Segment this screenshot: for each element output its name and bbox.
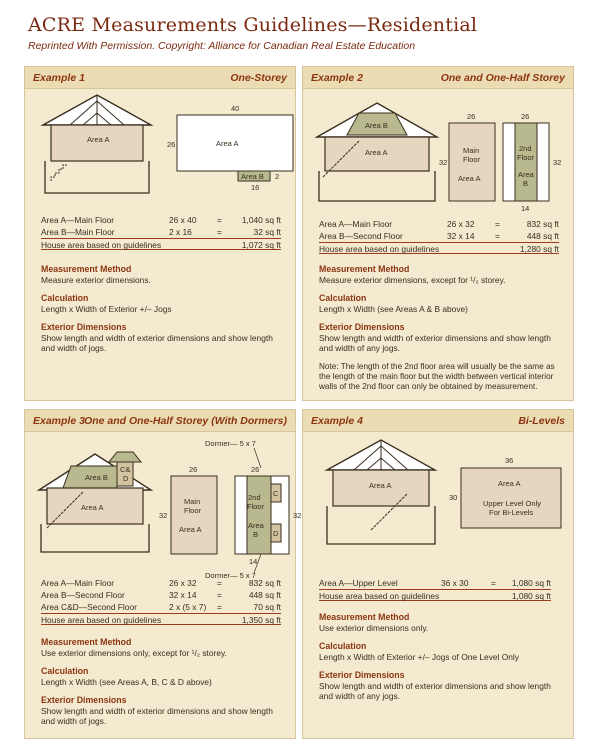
example-3-notes	[41, 637, 287, 734]
table-cell: Area A—Main Floor	[41, 578, 115, 588]
diagram-label: Floor	[247, 502, 265, 511]
table-cell: House area based on guidelines	[41, 615, 162, 625]
plan-area-b-label: Area B	[241, 172, 264, 181]
ext-text: Show length and width of exterior dimensions and show length and width of jogs.	[41, 706, 273, 726]
table-total-row	[319, 589, 551, 601]
method-text: Measure exterior dimensions, except for ¹/₂ storey.	[319, 275, 506, 285]
table-row	[41, 589, 281, 601]
table-cell: 2 x (5 x 7)	[169, 602, 207, 612]
example-2-notes	[319, 264, 565, 361]
second-floor-plan	[205, 439, 301, 580]
example-1-label: Example 1	[33, 72, 85, 84]
diagram-label: 2nd	[519, 144, 532, 153]
diagram-label: Main	[184, 497, 201, 506]
house-elevation	[317, 103, 437, 201]
table-cell: 1,350 sq ft	[241, 615, 281, 625]
dim-side: 26	[167, 140, 176, 149]
example-3-table	[41, 577, 281, 625]
table-cell: House area based on guidelines	[319, 591, 440, 601]
table-total-row	[319, 242, 559, 254]
table-cell: 26 x 40	[169, 215, 197, 225]
diagram-label: C	[273, 489, 279, 498]
example-4-label: Example 4	[311, 415, 363, 427]
diagram-label: Dormer— 5 x 7	[205, 571, 256, 580]
table-cell: Area A—Upper Level	[319, 578, 398, 588]
calc-heading: Calculation	[41, 293, 89, 303]
method-text: Use exterior dimensions only, except for ¹/₂ storey.	[41, 648, 227, 658]
ext-heading: Exterior Dimensions	[41, 322, 127, 332]
table-cell: Area A—Main Floor	[41, 215, 115, 225]
example-2-note: Note: The length of the 2nd floor area will usually be the same as the length of the main floor but the width between vertical interior walls of the 2nd floor can only be obtained by measurement.	[319, 362, 555, 391]
example-1-header	[25, 67, 295, 89]
diagram-label: Area B	[85, 473, 108, 482]
example-4-header	[303, 410, 573, 432]
page-title: ACRE Measurements Guidelines—Residential	[28, 14, 478, 36]
diagram-label: Area A	[498, 479, 521, 488]
plan-area-a-label: Area A	[216, 139, 239, 148]
main-floor-plan	[439, 112, 495, 201]
calc-heading: Calculation	[319, 293, 367, 303]
method-text: Use exterior dimensions only.	[319, 623, 429, 633]
diagram-label: D	[123, 474, 129, 483]
calc-heading: Calculation	[319, 641, 367, 651]
example-4-panel	[302, 409, 574, 739]
method-heading: Measurement Method	[319, 612, 410, 622]
table-row	[41, 214, 281, 226]
example-2-header	[303, 67, 573, 89]
calc-text: Length x Width (see Areas A, B, C & D above)	[41, 677, 212, 687]
example-3-label: Example 3	[33, 415, 85, 427]
house-area-a-label: Area A	[87, 135, 110, 144]
table-cell: Area A—Main Floor	[319, 219, 393, 229]
table-row	[41, 577, 281, 589]
diagram-label: D	[273, 529, 279, 538]
example-4-notes	[319, 612, 565, 709]
diagram-label: 32	[553, 158, 562, 167]
example-2-drawing	[303, 89, 575, 229]
table-cell: 70 sq ft	[253, 602, 281, 612]
diagram-label: 30	[449, 493, 458, 502]
table-cell: 1,080 sq ft	[511, 578, 551, 588]
table-cell: 26 x 32	[169, 578, 197, 588]
table-cell: Area B—Second Floor	[41, 590, 125, 600]
dim-top: 40	[231, 104, 240, 113]
diagram-label: Area A	[458, 174, 481, 183]
table-total-row	[41, 613, 281, 625]
example-1-panel	[24, 66, 296, 401]
diagram-label: 36	[505, 456, 514, 465]
table-cell: 2 x 16	[169, 227, 192, 237]
table-cell: Area B—Main Floor	[41, 227, 115, 237]
table-row	[319, 577, 551, 589]
table-row	[41, 226, 281, 238]
table-cell: 448 sq ft	[248, 590, 281, 600]
table-cell: Area C&D—Second Floor	[41, 602, 137, 612]
diagram-label: 26	[251, 465, 260, 474]
table-row	[41, 601, 281, 613]
example-3-type: One and One-Half Storey (With Dormers)	[84, 415, 287, 427]
example-2-type: One and One-Half Storey	[440, 72, 565, 84]
diagram-label: 32	[159, 511, 168, 520]
table-cell: =	[217, 215, 222, 225]
table-row	[319, 218, 559, 230]
table-cell: =	[217, 578, 222, 588]
example-4-drawing	[303, 432, 575, 582]
calc-text: Length x Width (see Areas A & B above)	[319, 304, 468, 314]
dim-b-width: 16	[251, 183, 260, 192]
table-cell: 1,072 sq ft	[241, 240, 281, 250]
floor-plan	[449, 456, 561, 528]
diagram-label: 14	[249, 557, 258, 566]
house-elevation	[39, 452, 151, 552]
diagram-label: Dormer— 5 x 7	[205, 439, 256, 448]
diagram-label: 32	[439, 158, 448, 167]
example-3-drawing	[25, 432, 302, 582]
example-2-panel	[302, 66, 574, 401]
diagram-label: Area	[518, 170, 534, 179]
table-cell: 1,040 sq ft	[241, 215, 281, 225]
ext-text: Show length and width of exterior dimensions and show length and width of jogs.	[41, 333, 273, 353]
example-1-drawing	[25, 89, 297, 229]
diagram-label: B	[253, 530, 259, 539]
table-cell: =	[217, 602, 222, 612]
table-cell: Area B—Second Floor	[319, 231, 403, 241]
example-4-table	[319, 577, 551, 601]
main-floor-plan	[159, 465, 217, 554]
table-cell: =	[217, 590, 222, 600]
table-cell: =	[217, 227, 222, 237]
table-cell: =	[495, 231, 500, 241]
dim-b-height: 2	[275, 172, 280, 181]
method-heading: Measurement Method	[319, 264, 410, 274]
table-cell: 32 x 14	[169, 590, 197, 600]
diagram-label: 14	[521, 204, 530, 213]
example-4-type: Bi-Levels	[518, 415, 565, 427]
diagram-label: 26	[189, 465, 198, 474]
second-floor-plan	[503, 112, 561, 213]
method-heading: Measurement Method	[41, 637, 132, 647]
diagram-label: C&	[120, 465, 131, 474]
example-2-table	[319, 218, 559, 254]
ext-heading: Exterior Dimensions	[41, 695, 127, 705]
diagram-label: Main	[463, 146, 480, 155]
example-3-header	[25, 410, 295, 432]
example-1-notes	[41, 264, 287, 361]
house-area-b-label: Area B	[365, 121, 388, 130]
house-area-a-label: Area A	[365, 148, 388, 157]
diagram-label: 26	[467, 112, 476, 121]
ext-heading: Exterior Dimensions	[319, 322, 405, 332]
diagram-label: For Bi-Levels	[489, 508, 534, 517]
table-cell: House area based on guidelines	[319, 244, 440, 254]
diagram-label: Area A	[81, 503, 104, 512]
diagram-label: 2nd	[248, 493, 261, 502]
table-cell: 1,280 sq ft	[519, 244, 559, 254]
table-cell: 1,080 sq ft	[511, 591, 551, 601]
example-3-panel	[24, 409, 302, 739]
example-2-label: Example 2	[311, 72, 363, 84]
diagram-label: Upper Level Only	[483, 499, 541, 508]
calc-heading: Calculation	[41, 666, 89, 676]
diagram-label: 26	[521, 112, 530, 121]
page-subtitle: Reprinted With Permission. Copyright: Alliance for Canadian Real Estate Education	[28, 40, 416, 52]
table-cell: =	[491, 578, 496, 588]
ext-text: Show length and width of exterior dimensions and show length and width of any jogs.	[319, 681, 551, 701]
floor-plan	[167, 104, 293, 192]
table-row	[319, 230, 559, 242]
table-cell: 448 sq ft	[526, 231, 559, 241]
ext-text: Show length and width of exterior dimensions and show length and width of any jogs.	[319, 333, 551, 353]
diagram-label: 32	[293, 511, 302, 520]
table-cell: 32 x 14	[447, 231, 475, 241]
ext-heading: Exterior Dimensions	[319, 670, 405, 680]
table-cell: House area based on guidelines	[41, 240, 162, 250]
table-cell: =	[495, 219, 500, 229]
diagram-label: Area A	[369, 481, 392, 490]
house-elevation	[43, 95, 151, 193]
method-heading: Measurement Method	[41, 264, 132, 274]
table-cell: 36 x 30	[441, 578, 469, 588]
diagram-label: Floor	[463, 155, 481, 164]
table-cell: 26 x 32	[447, 219, 475, 229]
calc-text: Length x Width of Exterior +/– Jogs	[41, 304, 172, 314]
diagram-label: B	[523, 179, 529, 188]
method-text: Measure exterior dimensions.	[41, 275, 151, 285]
example-1-type: One-Storey	[230, 72, 287, 84]
diagram-label: Floor	[184, 506, 202, 515]
diagram-label: Area	[248, 521, 264, 530]
diagram-label: Area A	[179, 525, 202, 534]
table-cell: 32 sq ft	[253, 227, 281, 237]
house-elevation	[327, 440, 435, 544]
table-cell: 832 sq ft	[248, 578, 281, 588]
calc-text: Length x Width of Exterior +/– Jogs of One Level Only	[319, 652, 519, 662]
table-cell: 832 sq ft	[526, 219, 559, 229]
example-1-table	[41, 214, 281, 250]
diagram-label: Floor	[517, 153, 535, 162]
table-total-row	[41, 238, 281, 250]
